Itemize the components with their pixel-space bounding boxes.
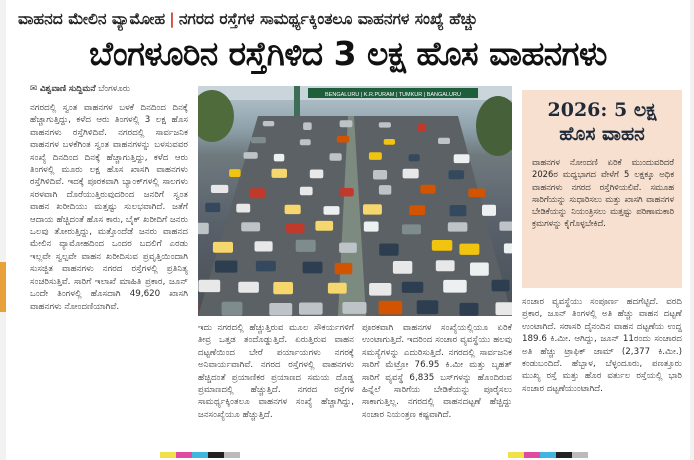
photo-vehicle bbox=[369, 152, 382, 160]
photo-vehicle bbox=[454, 154, 470, 163]
photo-vehicle bbox=[213, 242, 233, 253]
color-swatch bbox=[160, 452, 176, 458]
photo-vehicle bbox=[256, 261, 276, 272]
kicker-part-2: ನಗರದ ರಸ್ತೆಗಳ ಸಾಮರ್ಥ್ಯಕ್ಕಿಂತಲೂ ವಾಹನಗಳ ಸಂಖ್ಯೆ ಹೆಚ್ಚು bbox=[178, 10, 478, 28]
photo-vehicle bbox=[373, 170, 387, 180]
photo-vehicle bbox=[330, 153, 342, 161]
article-paragraph: ಪೂರಕವಾಗಿ ವಾಹನಗಳ ಸಂಖ್ಯೆಯಲ್ಲಿಯೂ ಏರಿಕೆ ಉಂಟಾಗುತ್ತಿದೆ. ಇದರಿಂದ ಸಂಚಾರ ವ್ಯವಸ್ಥೆಯು ಹಲವು ಸಮಸ್ಯೆಗಳನ್ನು ಎದುರಿಸುತ್ತಿದೆ. ನಗರದಲ್ಲಿ ಸಾರ್ವಜನಿಕ ಸಾರಿಗೆ ಮೆಟ್ರೋ 76.95 ಕಿ.ಮೀ ಮತ್ತು ಬೃಹತ್ ಸಾರಿಗೆ ವ್ಯವಸ್ಥೆ 6,835 ಬಸ್‌ಗಳನ್ನು ಹೊಂದಿರುವ ಹಿನ್ನೆಲೆ ಸಾರಿಗೆಯ ಬೇಡಿಕೆಯನ್ನು ಪೂರೈಸಲು ಸಾಕಾಗುತ್ತಿಲ್ಲ. ನಗರದಲ್ಲಿ ವಾಹನದಟ್ಟಣೆ ಹೆಚ್ಚಿದ್ದು ಸಂಚಾರ ನಿಯಂತ್ರಣ ಕಷ್ಟವಾಗಿದೆ. bbox=[362, 323, 512, 420]
adjacent-page-image-fragment bbox=[0, 262, 6, 312]
color-swatch bbox=[208, 452, 224, 458]
print-color-bar-right bbox=[508, 452, 588, 458]
photo-vehicle bbox=[198, 280, 220, 292]
article-column-right bbox=[522, 296, 682, 450]
color-swatch bbox=[540, 452, 556, 458]
photo-vehicle bbox=[342, 302, 366, 314]
color-swatch bbox=[508, 452, 524, 458]
photo-vehicle bbox=[339, 243, 357, 253]
photo-vehicle bbox=[459, 244, 479, 255]
photo-vehicle bbox=[255, 241, 273, 251]
photo-vehicle bbox=[369, 283, 391, 296]
article-paragraph: ನಗರದಲ್ಲಿ ಸ್ವಂತ ವಾಹನಗಳ ಬಳಕೆ ದಿನದಿಂದ ದಿನಕ್ಕೆ ಹೆಚ್ಚಾಗುತ್ತಿದ್ದು, ಕಳೆದ ಆರು ತಿಂಗಳಲ್ಲಿ 3 ಲಕ್ಷ ಹೊಸ ವಾಹನಗಳು ರಸ್ತೆಗಿಳಿದಿವೆ. ನಗರದಲ್ಲಿ ಸಾರ್ವಜನಿಕ ವಾಹನಗಳ ಬಳಕೆಗಿಂತ ಸ್ವಂತ ವಾಹನಗಳನ್ನು ಬಳಸುವವರ ಸಂಖ್ಯೆ ದಿನದಿಂದ ದಿನಕ್ಕೆ ಹೆಚ್ಚಾಗುತ್ತಿದ್ದು, ಕಳೆದ ಆರು ತಿಂಗಳಲ್ಲಿ ಮೂರು ಲಕ್ಷ ಹೊಸ ಖಾಸಗಿ ವಾಹನಗಳು ರಸ್ತೆಗಿಳಿದಿವೆ. ಇದಕ್ಕೆ ಪೂರಕವಾಗಿ ಬ್ಯಾಂಕ್‌ಗಳಲ್ಲಿ ಸಾಲಗಳು ಸರಳವಾಗಿ ದೊರೆಯುತ್ತಿರುವುದರಿಂದ ಜನರಿಗೆ ಸ್ವಂತ ವಾಹನ ಖರೀದಿಯು ಮತ್ತಷ್ಟು ಸುಲಭವಾಗಿದೆ. ಜತೆಗೆ ಆದಾಯ ಹೆಚ್ಚಿದಂತೆ ಹೊಸ ಕಾರು, ಬೈಕ್ ಖರೀದಿಗೆ ಜನರು ಒಲವು ತೋರುತ್ತಿದ್ದು, ಮತ್ತೊಂದೆಡೆ ಜನರು ವಾಹನದ ಮೇಲಿನ ವ್ಯಾಮೋಹದಿಂದ ಒಂದರ ಬದಲಿಗೆ ಎರಡು ಇಲ್ಲವೇ ಸ್ವಲ್ಪವೇ ವಾಹನ ಖರೀದಿಸುವ ಪ್ರವೃತ್ತಿಯಿಂದಾಗಿ ಸುಸಜ್ಜಿತ ವಾಹನಗಳು ನಗರದ ರಸ್ತೆಗಳಲ್ಲಿ ಪ್ರತಿನಿತ್ಯ ಸಂಚರಿಸುತ್ತಿವೆ. ಸಾರಿಗೆ ಇಲಾಖೆ ಮಾಹಿತಿ ಪ್ರಕಾರ, ಜೂನ್ ಒಂದೇ ತಿಂಗಳಲ್ಲಿ ಹೊಸದಾಗಿ 49,620 ಖಾಸಗಿ ವಾಹನಗಳು ನೋಂದಣಿಯಾಗಿವೆ. bbox=[30, 103, 188, 312]
traffic-photo-illustration bbox=[198, 86, 512, 316]
photo-vehicle bbox=[263, 121, 275, 126]
headline: ಬೆಂಗಳೂರಿನ ರಸ್ತೆಗಿಳಿದ 3 ಲಕ್ಷ ಹೊಸ ವಾಹನಗಳು bbox=[89, 34, 607, 73]
sidebar-box bbox=[522, 90, 682, 288]
photo-vehicle bbox=[496, 302, 513, 315]
photo-vehicle bbox=[324, 206, 340, 215]
article-paragraph: ಇದು ನಗರದಲ್ಲಿ ಹೆಚ್ಚುತ್ತಿರುವ ಮೂಲ ಸೌಕರ್ಯಗಳಿಗೆ ತೀವ್ರ ಒತ್ತಡ ತಂದೊಡ್ಡುತ್ತಿದೆ. ಏರುತ್ತಿರುವ ವಾಹನ ದಟ್ಟಣೆಯಿಂದ ಬೇರೆ ಪರ್ಯಾಯಗಳು ನಗರಕ್ಕೆ ಅನಿವಾರ್ಯವಾಗಿವೆ. ನಗರದ ರಸ್ತೆಗಳಲ್ಲಿ ವಾಹನಗಳು ಹೆಚ್ಚಿದಂತೆ ಪ್ರಯಾಣಿಕರ ಪ್ರಯಾಣದ ಸಮಯ ದೊಡ್ಡ ಪ್ರಮಾಣದಲ್ಲಿ ಹೆಚ್ಚುತ್ತಿದೆ. ನಗರದ ರಸ್ತೆಗಳ ಸಾಮರ್ಥ್ಯಕ್ಕಿಂತಲೂ ವಾಹನಗಳ ಸಂಖ್ಯೆ ಹೆಚ್ಚಾಗಿದ್ದು, ಜನಸಂಖ್ಯೆಯೂ ಹೆಚ್ಚುತ್ತಿದೆ. bbox=[198, 323, 354, 420]
photo-vehicle bbox=[432, 240, 453, 251]
sidebar-title bbox=[522, 98, 682, 146]
photo-vehicle bbox=[379, 122, 391, 127]
photo-vehicle bbox=[449, 170, 465, 179]
photo-vehicle bbox=[492, 280, 510, 292]
photo-vehicle bbox=[215, 261, 238, 273]
photo-vehicle bbox=[198, 223, 209, 234]
photo-vehicle bbox=[272, 169, 288, 178]
color-swatch bbox=[224, 452, 240, 458]
photo-vehicle bbox=[299, 303, 323, 315]
photo-vehicle bbox=[211, 185, 228, 193]
sidebar-text: ವಾಹನಗಳ ನೋಂದಣಿ ಏರಿಕೆ ಮುಂದುವರಿದರೆ 2026ರ ಮಧ್ಯಭಾಗದ ವೇಳೆಗೆ 5 ಲಕ್ಷಕ್ಕೂ ಅಧಿಕ ವಾಹನಗಳು ನಗರದ ರಸ್ತೆಗಿಳಿಯಲಿವೆ. ಸಮೂಹ ಸಾರಿಗೆಯನ್ನು ಸುಧಾರಿಸಲು ಮತ್ತು ಖಾಸಗಿ ವಾಹನಗಳ ಬೇಡಿಕೆಯನ್ನು ನಿಯಂತ್ರಿಸಲು ಮತ್ತಷ್ಟು ಪರಿಣಾಮಕಾರಿ ಕ್ರಮಗಳನ್ನು ಕೈಗೊಳ್ಳಬೇಕಿದೆ. bbox=[532, 157, 674, 229]
photo-vehicle bbox=[250, 188, 266, 198]
color-swatch bbox=[556, 452, 572, 458]
kicker-line bbox=[18, 6, 678, 32]
photo-vehicle bbox=[402, 282, 424, 293]
byline-icon: ✉ bbox=[30, 84, 40, 94]
photo-vehicle bbox=[443, 280, 467, 293]
photo-vehicle bbox=[303, 122, 312, 130]
photo-vehicle bbox=[236, 204, 250, 213]
photo-vehicle bbox=[251, 137, 266, 143]
photo-vehicle bbox=[303, 262, 323, 274]
photo-vehicle bbox=[364, 222, 379, 232]
photo-sign-text: BENGALURU | K.R.PURAM | TUMKUR | BANGALURU bbox=[325, 92, 461, 98]
photo-vehicle bbox=[420, 185, 435, 194]
photo-vehicle bbox=[450, 205, 467, 216]
photo-vehicle bbox=[379, 301, 403, 315]
photo-vehicle bbox=[274, 154, 285, 162]
photo-vehicle bbox=[438, 138, 450, 144]
color-swatch bbox=[572, 452, 588, 458]
adjacent-page-strip-right bbox=[690, 0, 694, 460]
photo-vehicle bbox=[340, 188, 354, 197]
photo-vehicle bbox=[460, 303, 479, 316]
photo-vehicle bbox=[315, 221, 333, 231]
photo-vehicle bbox=[300, 139, 311, 145]
photo-vehicle bbox=[448, 222, 468, 231]
byline-place: ಬೆಂಗಳೂರು bbox=[98, 84, 131, 94]
article-column-left bbox=[30, 102, 188, 450]
photo-vehicle bbox=[418, 124, 426, 132]
photo-vehicle bbox=[393, 261, 412, 274]
color-swatch bbox=[192, 452, 208, 458]
photo-vehicle bbox=[241, 222, 260, 231]
photo-vehicle bbox=[402, 224, 421, 234]
print-color-bar-left bbox=[160, 452, 240, 458]
photo-vehicle bbox=[363, 204, 382, 214]
article-column-middle bbox=[198, 322, 354, 450]
photo-vehicle bbox=[269, 303, 292, 316]
photo-vehicle bbox=[379, 185, 391, 195]
photo-vehicle bbox=[504, 243, 512, 253]
adjacent-page-strip-left bbox=[0, 0, 6, 460]
photo-vehicle bbox=[436, 260, 455, 271]
photo-vehicle bbox=[310, 170, 324, 179]
byline bbox=[30, 84, 190, 100]
color-swatch bbox=[524, 452, 540, 458]
traffic-photo bbox=[198, 86, 512, 316]
kicker-separator: | bbox=[169, 10, 175, 28]
photo-vehicle bbox=[273, 282, 293, 294]
photo-vehicle bbox=[335, 263, 353, 274]
photo-vehicle bbox=[238, 282, 259, 293]
photo-vehicle bbox=[340, 120, 353, 127]
photo-vehicle bbox=[205, 203, 220, 212]
photo-vehicle bbox=[409, 154, 420, 161]
photo-vehicle bbox=[379, 244, 398, 256]
photo-vehicle bbox=[296, 240, 316, 252]
photo-vehicle bbox=[499, 222, 512, 231]
photo-vehicle bbox=[244, 152, 258, 159]
photo-vehicle bbox=[285, 205, 301, 214]
kicker-part-1: ವಾಹನದ ಮೇಲಿನ ವ್ಯಾಮೋಹ bbox=[18, 10, 166, 28]
byline-source: ವಿಶ್ವವಾಣಿ ಸುದ್ದಿಮನೆ bbox=[39, 84, 96, 94]
photo-vehicle bbox=[482, 205, 496, 216]
photo-vehicle bbox=[229, 169, 241, 177]
photo-vehicle bbox=[384, 139, 395, 145]
photo-vehicle bbox=[470, 263, 489, 276]
sidebar-title-line: 2026: 5 ಲಕ್ಷ bbox=[547, 99, 657, 121]
article-paragraph: ಸಂಚಾರ ವ್ಯವಸ್ಥೆಯು ಸಂಪೂರ್ಣ ಹದಗೆಟ್ಟಿದೆ. ವರದಿ ಪ್ರಕಾರ, ಜೂನ್ ತಿಂಗಳಲ್ಲಿ ಅತಿ ಹೆಚ್ಚು ವಾಹನ ದಟ್ಟಣೆ ಉಂಟಾಗಿದೆ. ಸರಾಸರಿ ದೈನಂದಿನ ವಾಹನ ದಟ್ಟಣೆಯ ಉದ್ದ 189.6 ಕಿ.ಮೀ. ಆಗಿದ್ದು, ಜೂನ್ 11ರಂದು ಸಂಚಾರದ ಅತಿ ಹೆಚ್ಚು ಟ್ರಾಫಿಕ್ ಜಾಮ್ (2,377 ಕಿ.ಮೀ.) ಕಂಡುಬಂದಿದೆ. ಹೆಬ್ಬಾಳ, ಬೆಳ್ಳಂದೂರು, ಪಣತ್ತೂರು ಮುಖ್ಯ ರಸ್ತೆ ಮತ್ತು ಹೊರ ವರ್ತುಲ ರಸ್ತೆಯಲ್ಲಿ ಭಾರಿ ಸಂಚಾರ ದಟ್ಟಣೆಯುಂಟಾಗಿದೆ. bbox=[522, 297, 682, 394]
photo-vehicle bbox=[328, 283, 347, 294]
photo-vehicle bbox=[403, 169, 419, 179]
color-swatch bbox=[176, 452, 192, 458]
photo-vehicle bbox=[409, 205, 425, 215]
photo-vehicle bbox=[300, 187, 313, 195]
photo-vehicle bbox=[417, 300, 439, 314]
photo-vehicle bbox=[337, 136, 350, 143]
photo-vehicle bbox=[468, 189, 485, 198]
photo-vehicle bbox=[222, 302, 243, 316]
photo-tree bbox=[476, 96, 512, 156]
photo-vehicle bbox=[286, 224, 305, 233]
article-column-middle-2 bbox=[362, 322, 512, 450]
sidebar-title-line: ಹೊಸ ವಾಹನ bbox=[559, 123, 645, 145]
